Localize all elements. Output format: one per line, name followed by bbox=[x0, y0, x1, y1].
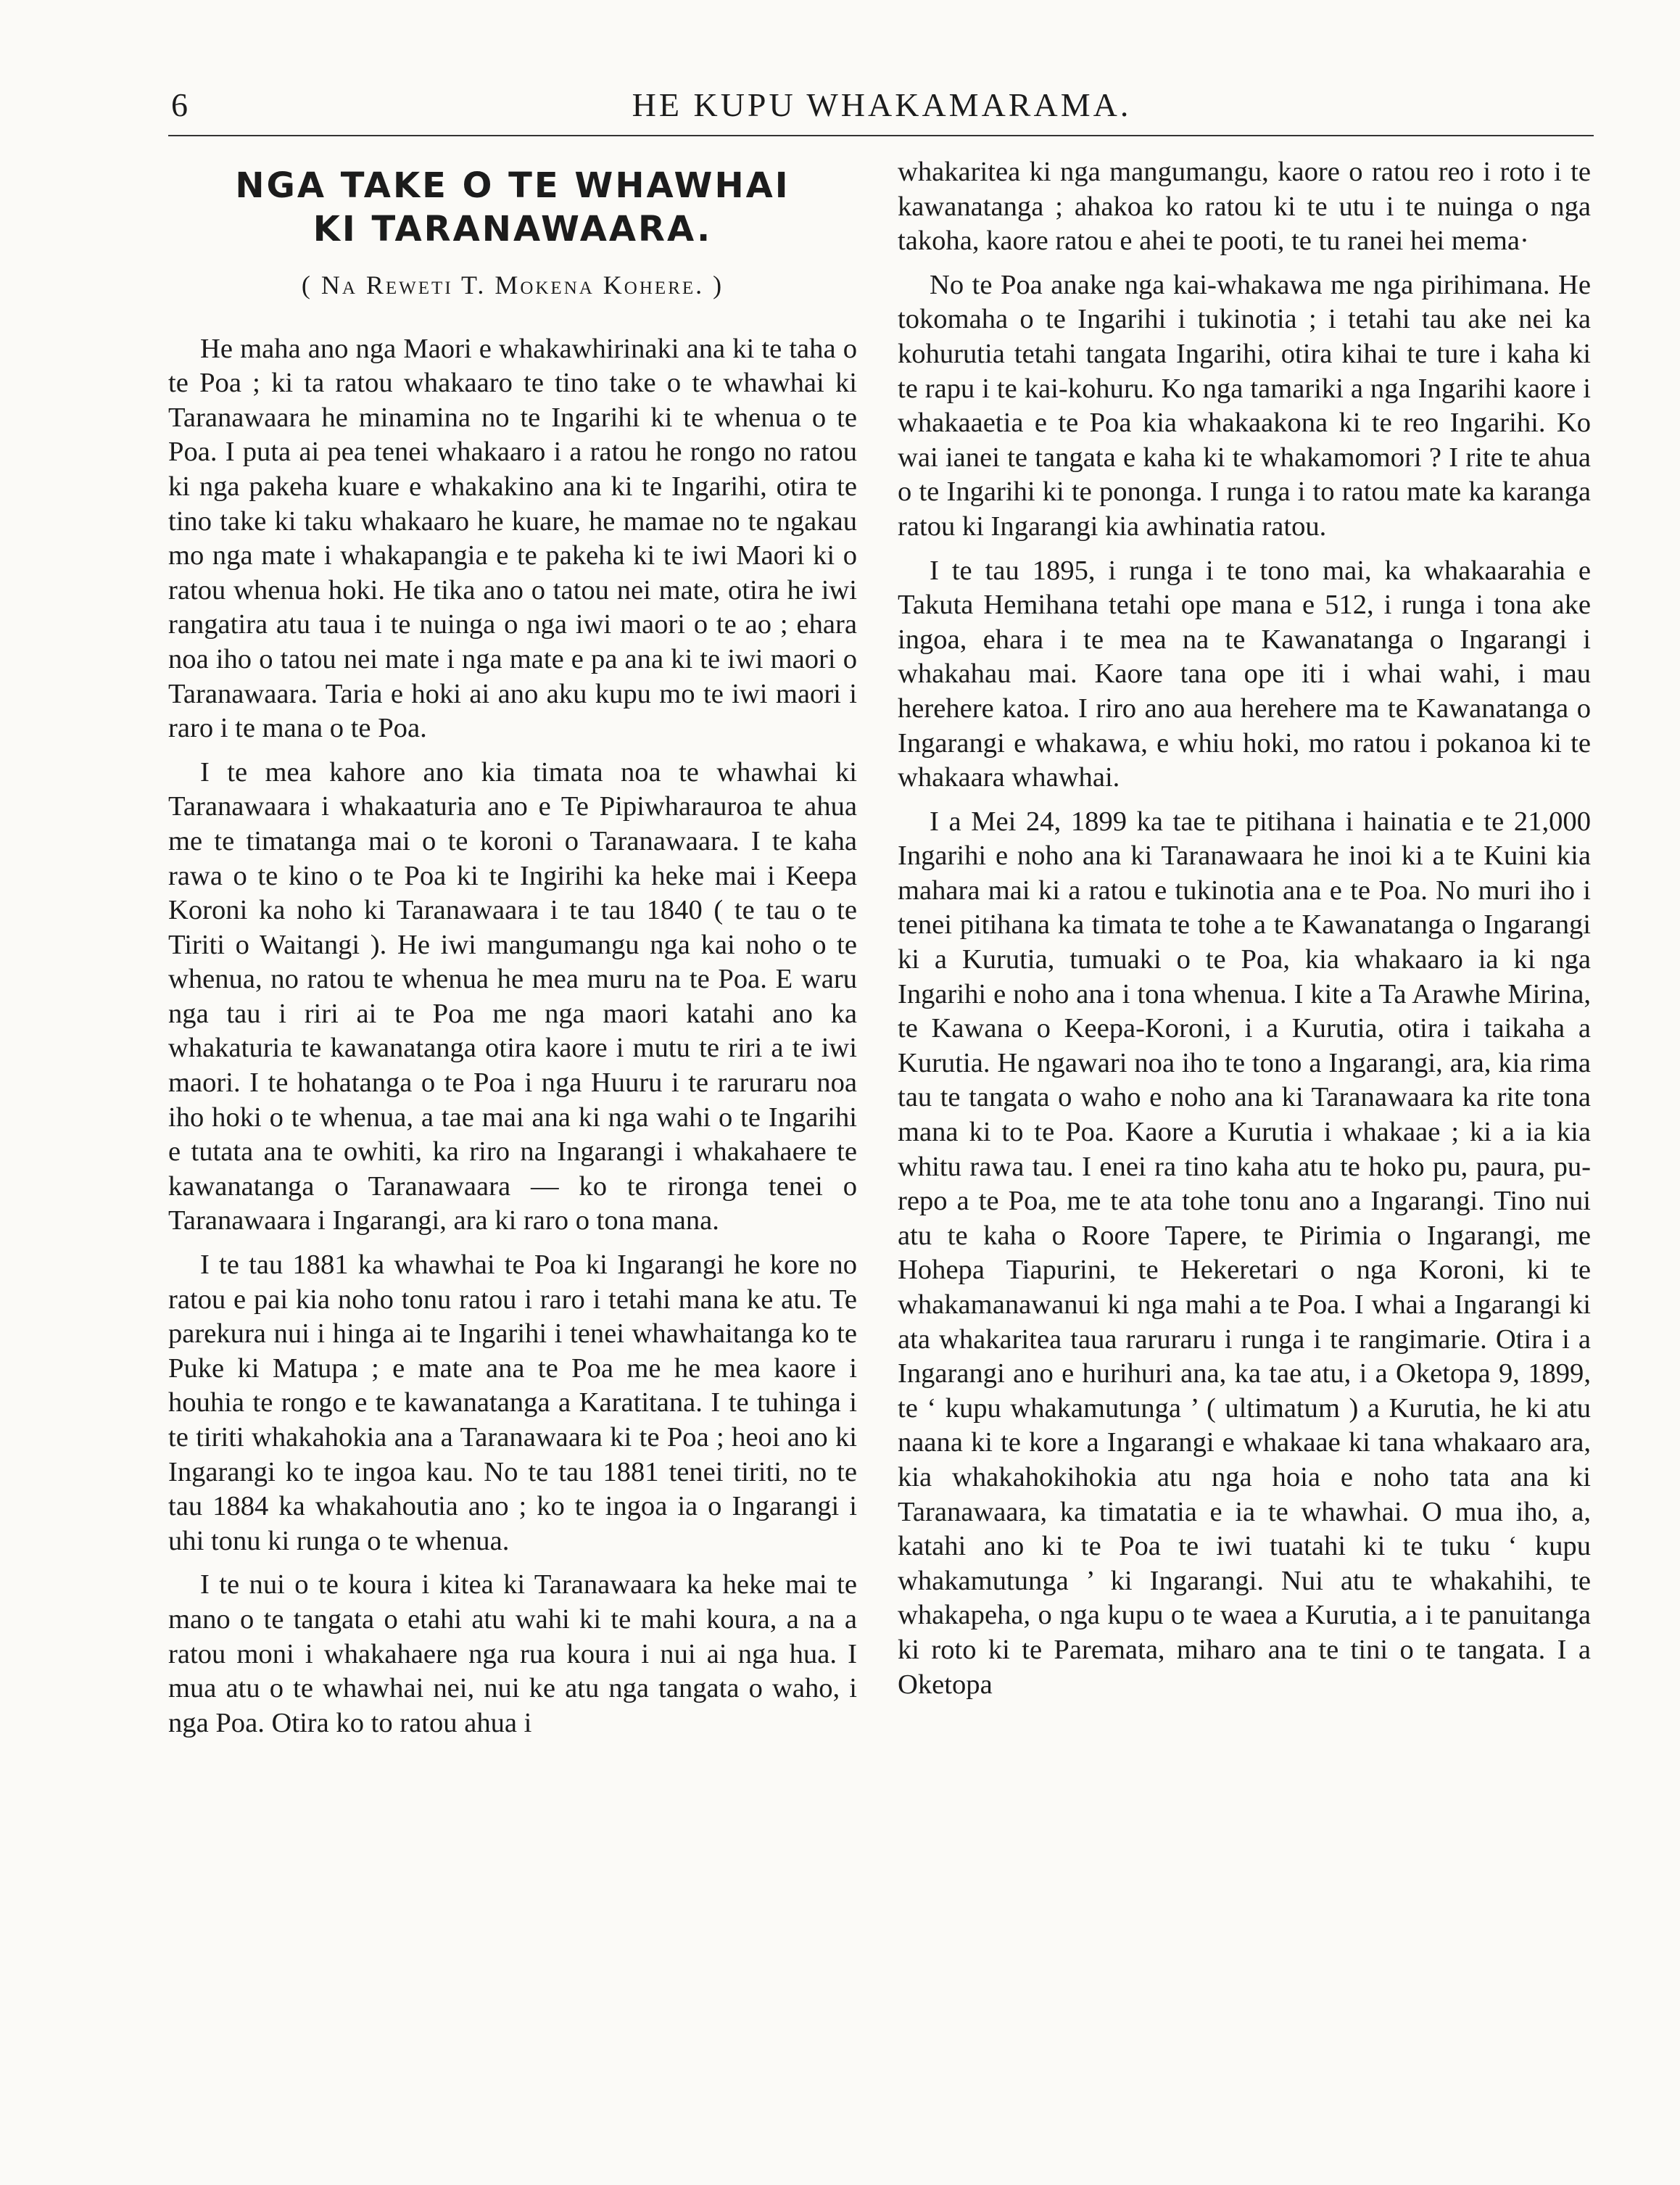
page-header bbox=[171, 86, 1592, 136]
paragraph: I te nui o te koura i kitea ki Taranawaara ka heke mai te mano o te tangata o etahi atu wahi ki te mahi koura, a na a ratou moni i whakahaere nga rua koura i nui ai nga hua. I mua atu o te whawhai nei, nui ke atu nga tangata o waho, i nga Poa. Otira ko to ratou ahua i bbox=[168, 1569, 857, 1738]
article-title-line1: NGA TAKE O TE WHAWHAI bbox=[235, 165, 790, 206]
paragraph-continuation: whakaritea ki nga mangumangu, kaore o ratou reo i roto i te kawanatanga ; ahakoa ko ratou ki te utu i te nuinga o nga takoha, kaore ratou e ahei te pooti, te tu ranei hei mema· bbox=[898, 157, 1591, 257]
article-title bbox=[168, 164, 857, 251]
left-column bbox=[168, 164, 857, 2151]
paragraph: I te tau 1895, i runga i te tono mai, ka whakaarahia e Takuta Hemihana tetahi ope mana e 512, i runga i tona ake ingoa, ehara i te mea na te Kawanatanga o Ingarangi i whakahau mai. Kaore tana ope iti i whai wahi, i mau herehere katoa. I riro ano aua herehere ma te Kawanatanga o Ingarangi e whakawa, e whiu hoki, mo ratou i pokanoa ki te whakaara whawhai. bbox=[898, 555, 1591, 793]
paragraph: No te Poa anake nga kai-whakawa me nga pirihimana. He tokomaha o te Ingarihi i tukinotia ; i tetahi tau ake nei ka kohurutia tetahi tangata Ingarihi, otira kihai te ture i kaha ki te rapu i te kai-kohuru. Ko nga tamariki a nga Ingarihi kaore i whakaaetia e te Poa kia whakaakona ki te reo Ingarihi. Ko wai ianei te tangata e kaha ki te whakamomori ? I rite te ahua o te Ingarihi ki te pononga. I runga i to ratou mate ka karanga ratou ki Ingarangi kia awhinatia ratou. bbox=[898, 269, 1591, 542]
paragraph: I te mea kahore ano kia timata noa te whawhai ki Taranawaara i whakaaturia ano e Te Pipiwharauroa te ahua me te timatanga mai o te koroni o Taranawaara. I te kaha rawa o te kino o te Poa ki te Ingirihi ka heke mai i Keepa Koroni ka noho ki Taranawaara i te tau 1840 ( te tau o te Tiriti o Waitangi ). He iwi mangumangu nga kai noho o te whenua, no ratou te whenua he mea muru na te Poa. E waru nga tau i riri ai te Poa me nga maori katahi ano ka whakaturia te kawanatanga otira kaore i mutu te riri a te iwi maori. I te hohatanga o te Poa i nga Huuru i te raruraru noa iho hoki o te whenua, a tae mai ana ki nga wahi o te Ingarihi e tutata ana te owhiti, ka riro na Ingarangi i whakahaere te kawanatanga o Taranawaara — ko te rironga tenei o Taranawaara i Ingarangi, ara ki raro o tona mana. bbox=[168, 756, 857, 1236]
byline: ( Na Reweti T. Mokena Kohere. ) bbox=[301, 270, 724, 300]
header-rule bbox=[168, 135, 1594, 136]
paragraph: I a Mei 24, 1899 ka tae te pitihana i hainatia e te 21,000 Ingarihi e noho ana ki Taranawaara he inoi ki a te Kuini kia mahara mai ki a ratou e tukinotia ana e te Poa. No muri iho i tenei pitihana ka timata te tohe a te Kawanatanga o Ingarangi ki a Kurutia, tumuaki o te Poa, kia whakaaro ia ki nga Ingarihi e noho ana i tona whenua. I kite a Ta Arawhe Mirina, te Kawana o Keepa-Koroni, i a Kurutia, otira i taikaha a Kurutia. He ngawari noa iho te tono a Ingarangi, ara, kia rima tau te tangata o waho e noho ana ki Taranawaara ka rite tona mana ki to te Poa. Kaore a Kurutia i whakaae ; ki a ia kia whitu rawa tau. I enei ra tino kaha atu te hoko pu, paura, pu-repo a te Poa, me te ata tohe tonu ano a Ingarangi. Tino nui atu te kaha o Roore Tapere, te Pirimia o Ingarangi, me Hohepa Tiapurini, te Hekeretari o nga Koroni, ki te whakamanawanui ki nga mahi a te Poa. I whai a Ingarangi ki ata whakaritea taua raruraru i runga i te rangimarie. Otira i a Ingarangi ano e hurihuri ana, ka tae atu, i a Oketopa 9, 1899, te ‘ kupu whakamutunga ’ ( ultimatum ) a Kurutia, he ki atu naana ki te kore a Ingarangi e whakaae ki tana whakaaro ara, kia whakahokihokia atu nga hoia e noho tata ana ki Taranawaara, ka timatatia e ia te whawhai. O mua iho, a, katahi ano ki te Poa te iwi tuatahi ki te tuku ‘ kupu whakamutunga ’ ki Ingarangi. Nui atu te whakahihi, te whakapeha, o nga kupu o te waea a Kurutia, a i te panuitanga ki roto ki te Paremata, miharo ana te tini o te tangata. I a Oketopa bbox=[898, 806, 1591, 1700]
running-head: HE KUPU WHAKAMARAMA. bbox=[632, 86, 1132, 123]
article-title-line2: KI TARANAWAARA. bbox=[313, 209, 713, 249]
right-column bbox=[898, 155, 1591, 2142]
paragraph: He maha ano nga Maori e whakawhirinaki ana ki te taha o te Poa ; ki ta ratou whakaaro te tino take o te whawhai ki Taranawaara he minamina no te Ingarihi ki te whenua o te Poa. I puta ai pea tenei whakaaro i a ratou he rongo no ratou ki nga pakeha kuare e whakakino ana ki te Ingarihi, otira te tino take ki taku whakaaro he kuare, he mamae no te ngakau mo nga mate i whakapangia e te pakeha ki te iwi Maori ki o ratou whenua hoki. He tika ano o tatou nei mate, otira he iwi rangatira atu taua i te nuinga o nga iwi maori o te ao ; ehara noa iho o tatou nei mate i nga mate e pa ana ki te iwi maori o Taranawaara. Taria e hoki ai ano aku kupu mo te iwi maori i raro i te mana o te Poa. bbox=[168, 333, 857, 744]
paragraph: I te tau 1881 ka whawhai te Poa ki Ingarangi he kore no ratou e pai kia noho tonu ratou i raro i tetahi mana ke atu. Te parekura nui i hinga ai te Ingarihi i tenei whawhaitanga ko te Puke ki Matupa ; e mate ana te Poa me he mea kaore i houhia te rongo e te kawanatanga a Karatitana. I te tuhinga i te tiriti whakahokia ana a Taranawaara ki te Poa ; heoi ano ki Ingarangi ko te ingoa kau. No te tau 1881 tenei tiriti, no te tau 1884 ka whakahoutia ano ; ko te ingoa ia o Ingarangi i uhi tonu ki runga o te whenua. bbox=[168, 1250, 857, 1556]
page-number: 6 bbox=[171, 86, 188, 123]
